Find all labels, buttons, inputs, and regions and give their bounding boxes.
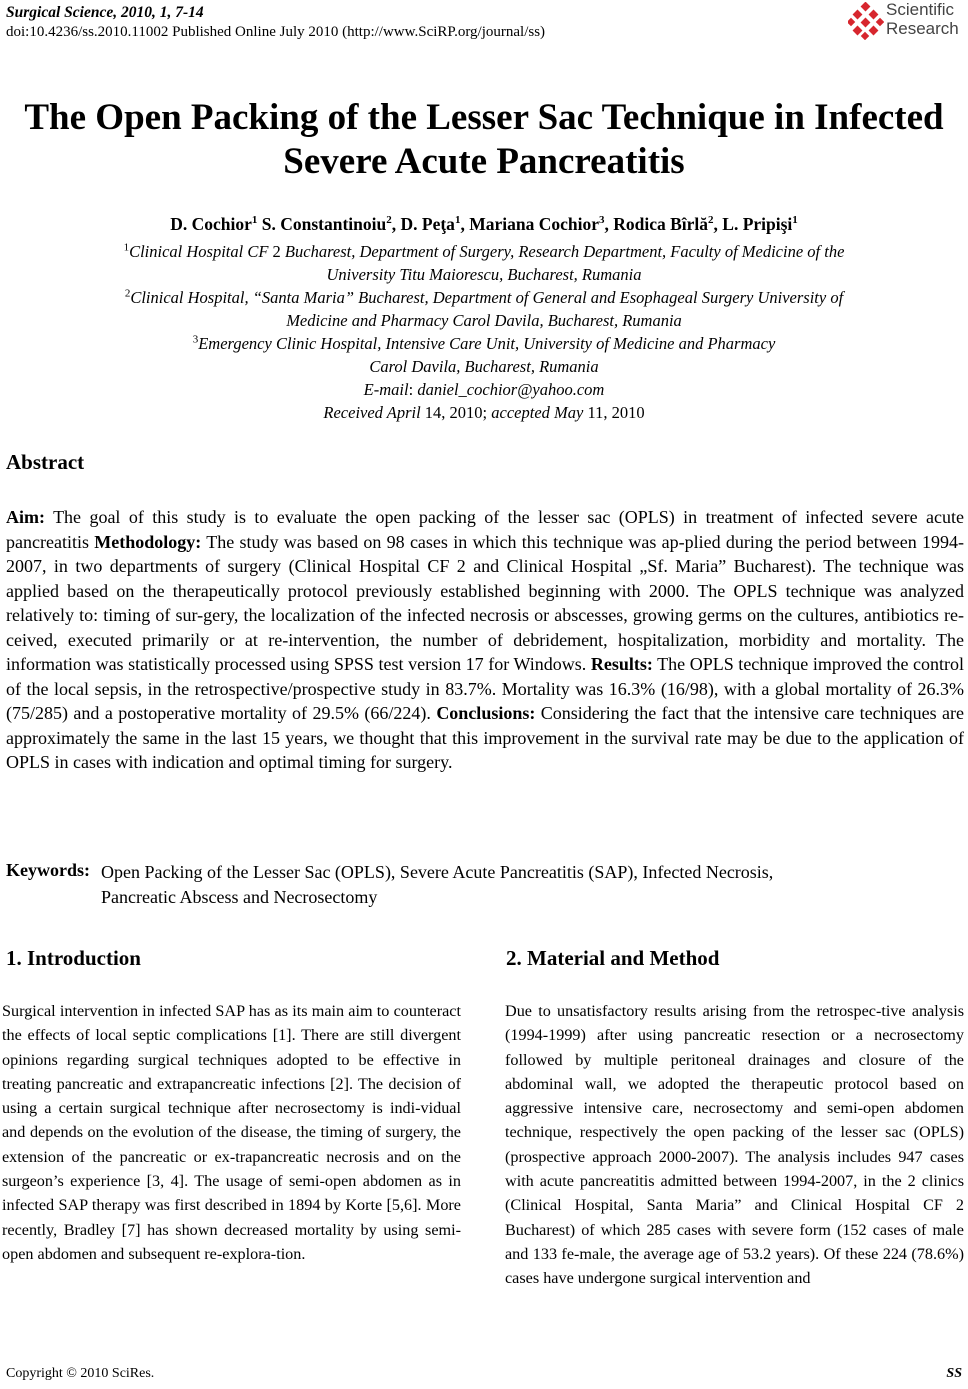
results-label: Results: (590, 654, 653, 674)
author: S. Constantinoiu (261, 214, 387, 234)
logo-line-1: Scientific (886, 0, 955, 19)
affiliation-2-line-2: Medicine and Pharmacy Carol Davila, Bucharest, Rumania (286, 311, 682, 330)
methodology-text: The study was based on 98 cases in which this technique was ap-plied during the period between 1994-2007, in two departments of surgery (Clinical Hospital CF 2 and Clinical Hospital „Sf. Maria” Bucharest). The technique was applied based on the therapeutically protocol previously established beginning with 2000. The OPLS technique was analyzed relatively to: timing of sur-gery, the localization of the infected necrosis or abscesses, growing germs on the cultures, antibiotics re-ceived, executed primarily or at re-intervention, the number of debridement, hospitalization, morbidity and mortality. The information was statistically processed using SPSS test version 17 for Windows. (6, 531, 964, 674)
logo-wordmark (886, 0, 959, 38)
email-link[interactable]: daniel_cochior@yahoo.com (417, 380, 605, 399)
methodology-label: Methodology: (94, 531, 202, 552)
section-2-body: Due to unsatisfactory results arising from the retrospec-tive analysis (1994-1999) after using pancreatic resection or a necrosectomy followed by multiple peritoneal drainages and closure of the abdominal wall, we adopted the therapeutic protocol based on aggressive intensive care, necrosectomy and semi-open abdomen technique, respectively the open packing of the lesser sac (OPLS) (prospective approach 2000-2007). The analysis includes 947 cases with acute pancreatitis admitted between 1994-2007, in the 2 clinics (Clinical Hospital, Santa Maria” and Clinical Hospital CF 2 Bucharest) of which 285 cases with severe form (152 cases of male and 133 fe-male, the average age of 53.2 years). Of these 224 (78.6%) cases have undergone surgical intervention and (505, 1002, 964, 1288)
logo-line-2: Research (886, 19, 959, 38)
conclusions-label: Conclusions: (436, 703, 536, 723)
author-sup: 3 (598, 214, 605, 227)
dates-line: Received April 14, 2010; accepted May 11, 2010 (323, 403, 645, 422)
doi-line: doi:10.4236/ss.2010.11002 Published Online July 2010 (http://www.SciRP.org/journal/ss) (6, 24, 546, 40)
copyright-footer: Copyright © 2010 SciRes. (6, 1366, 155, 1381)
author-sup: 1 (454, 214, 461, 227)
keywords-label: Keywords: (6, 860, 90, 880)
affiliations (0, 240, 968, 424)
journal-abbreviation: SS (946, 1366, 962, 1381)
author-sup: 2 (386, 214, 392, 227)
affiliation-3-line-2: Carol Davila, Bucharest, Rumania (369, 357, 599, 376)
author-sup: 1 (251, 214, 258, 227)
publisher-logo (846, 0, 968, 44)
title-line-1: The Open Packing of the Lesser Sac Technique in Infected (24, 97, 944, 138)
abstract-heading: Abstract (6, 450, 85, 474)
journal-citation: Surgical Science, 2010, 1, 7-14 (6, 4, 204, 21)
keywords-line-2: Pancreatic Abscess and Necrosectomy (101, 886, 378, 907)
aim-label: Aim: (6, 507, 45, 527)
conclusions-text: Considering the fact that the intensive care techniques are approximately the same in the last 15 years, we thought that this improvement in the survival rate may be due to the application of OPLS in cases with indication and optimal timing for surgery. (6, 703, 965, 772)
abstract-body (6, 505, 964, 775)
title-line-2: Severe Acute Pancreatitis (283, 141, 685, 182)
paper-title (0, 96, 968, 184)
affiliation-2-line-1: $^2$Clinical Hospital, “Santa Maria” Bucharest, Department of General and Esophageal Surgery University of (124, 287, 844, 307)
keywords-text (101, 860, 961, 909)
section-1-body: Surgical intervention in infected SAP has as its main aim to counteract the effects of local septic complications [1]. There are still divergent opinions regarding surgical techniques adopted to be effective in treating pancreatic and extrapancreatic infections [2]. The decision of using a certain surgical technique after necrosectomy is indi-vidual and depends on the evolution of the disease, the timing of surgery, the extension of the pancreatic or ex-trapancreatic necrosis and on the surgeon’s experience [3, 4]. The usage of semi-open abdomen as in infected SAP therapy was first described in 1894 by Korte [5,6]. More recently, Bradley [7] has shown decreased mortality by using semi-open abdomen and subsequent re-explora-tion. (2, 1002, 461, 1263)
author: D. Cochior (170, 214, 252, 234)
author-sup: 1 (792, 214, 798, 227)
section-1-heading: 1. Introduction (6, 946, 141, 970)
author-list: D. Cochior$^1$ S. Constantinoiu$^2$, D. Peţa$^1$, Mariana Cochior$^3$, Rodica Bîrlă$^2$, L. Pripişi$^1$ (170, 214, 798, 234)
author: L. Pripişi (722, 214, 793, 234)
author: Rodica Bîrlă (613, 214, 709, 234)
section-2-heading: 2. Material and Method (506, 946, 720, 970)
affiliation-1-line-2: University Titu Maiorescu, Bucharest, Rumania (326, 265, 642, 284)
author: Mariana Cochior (469, 214, 599, 234)
aim-text: The goal of this study is to evaluate the open packing of the lesser sac (OPLS) in treatment of infected severe acute pancreatitis (6, 507, 964, 552)
affiliation-3-line-1: $^3$Emergency Clinic Hospital, Intensive Care Unit, University of Medicine and Pharmacy (192, 333, 776, 353)
author: D. Peţa (400, 214, 455, 234)
scientific-research-logo-icon (848, 2, 884, 40)
keywords-line-1: Open Packing of the Lesser Sac (OPLS), Severe Acute Pancreatitis (SAP), Infected Necrosis, (101, 862, 774, 882)
author-sup: 2 (708, 214, 714, 227)
email-line: E-mail: daniel_cochior@yahoo.com (363, 380, 605, 399)
affiliation-1-line-1: $^1$Clinical Hospital CF 2 Bucharest, Department of Surgery, Research Department, Faculty of Medicine of the (123, 241, 845, 261)
results-text: The OPLS technique improved the control of the local sepsis, in the retrospective/prospective study in 83.7%. Mortality was 16.3% (16/98), with a global mortality of 26.3% (75/285) and a postoperative mortality of 29.5% (66/224). (6, 654, 965, 723)
